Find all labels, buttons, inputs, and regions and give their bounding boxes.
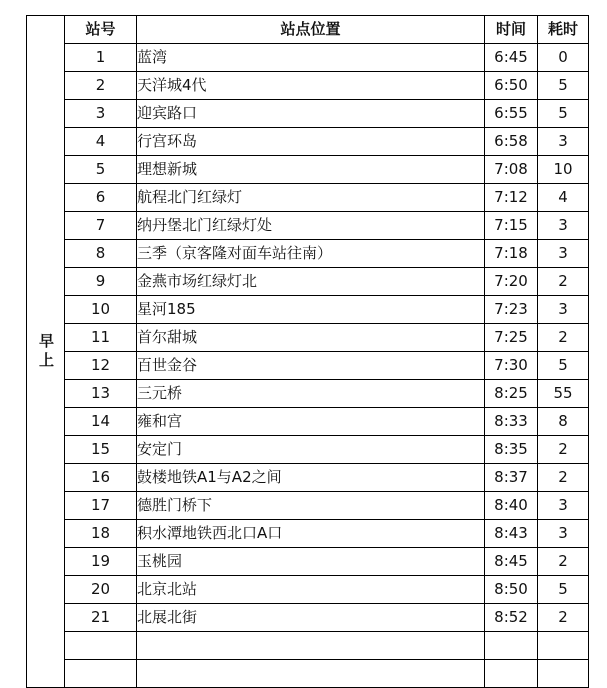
duration-cell: 3	[538, 492, 589, 520]
station-no-cell: 13	[65, 380, 137, 408]
time-cell: 8:35	[485, 436, 538, 464]
duration-cell: 5	[538, 72, 589, 100]
station-no-cell: 2	[65, 72, 137, 100]
duration-cell: 2	[538, 436, 589, 464]
duration-cell: 55	[538, 380, 589, 408]
station-no-cell: 20	[65, 576, 137, 604]
location-cell: 德胜门桥下	[137, 492, 485, 520]
location-cell: 玉桃园	[137, 548, 485, 576]
station-no-cell: 7	[65, 212, 137, 240]
station-no-cell: 12	[65, 352, 137, 380]
location-cell: 天洋城4代	[137, 72, 485, 100]
location-cell: 鼓楼地铁A1与A2之间	[137, 464, 485, 492]
duration-cell: 0	[538, 44, 589, 72]
location-cell: 纳丹堡北门红绿灯处	[137, 212, 485, 240]
table-row	[27, 352, 589, 380]
duration-cell: 3	[538, 128, 589, 156]
period-label: 早上	[27, 16, 65, 688]
duration-cell: 2	[538, 548, 589, 576]
time-cell: 7:08	[485, 156, 538, 184]
duration-cell: 3	[538, 296, 589, 324]
time-cell: 8:40	[485, 492, 538, 520]
table-row	[27, 380, 589, 408]
time-cell: 8:52	[485, 604, 538, 632]
time-cell: 7:30	[485, 352, 538, 380]
location-cell: 安定门	[137, 436, 485, 464]
duration-cell: 5	[538, 576, 589, 604]
duration-cell: 5	[538, 352, 589, 380]
table-row	[27, 604, 589, 632]
station-no-cell: 19	[65, 548, 137, 576]
empty-cell	[485, 660, 538, 688]
table-row	[27, 156, 589, 184]
table-row	[27, 44, 589, 72]
table-row	[27, 464, 589, 492]
empty-cell	[65, 632, 137, 660]
empty-cell	[137, 660, 485, 688]
station-no-cell: 5	[65, 156, 137, 184]
station-no-cell: 8	[65, 240, 137, 268]
location-cell: 迎宾路口	[137, 100, 485, 128]
table-row	[27, 408, 589, 436]
table-row	[27, 576, 589, 604]
table-row	[27, 184, 589, 212]
empty-cell	[137, 632, 485, 660]
location-cell: 三元桥	[137, 380, 485, 408]
location-cell: 北京北站	[137, 576, 485, 604]
location-cell: 雍和宫	[137, 408, 485, 436]
station-no-cell: 4	[65, 128, 137, 156]
station-no-cell: 6	[65, 184, 137, 212]
time-cell: 7:15	[485, 212, 538, 240]
table-row	[27, 296, 589, 324]
table-row	[27, 520, 589, 548]
empty-cell	[485, 632, 538, 660]
location-cell: 星河185	[137, 296, 485, 324]
location-cell: 三季（京客隆对面车站往南）	[137, 240, 485, 268]
empty-cell	[538, 660, 589, 688]
station-no-cell: 14	[65, 408, 137, 436]
duration-cell: 8	[538, 408, 589, 436]
station-no-cell: 10	[65, 296, 137, 324]
location-cell: 理想新城	[137, 156, 485, 184]
duration-cell: 10	[538, 156, 589, 184]
empty-row	[27, 632, 589, 660]
time-cell: 7:23	[485, 296, 538, 324]
duration-cell: 2	[538, 604, 589, 632]
table-row	[27, 492, 589, 520]
duration-cell: 2	[538, 268, 589, 296]
time-cell: 6:45	[485, 44, 538, 72]
duration-cell: 4	[538, 184, 589, 212]
table-row	[27, 324, 589, 352]
duration-cell: 3	[538, 212, 589, 240]
bus-schedule-table	[26, 15, 589, 688]
duration-cell: 2	[538, 464, 589, 492]
duration-cell: 3	[538, 520, 589, 548]
table-row	[27, 436, 589, 464]
station-no-cell: 16	[65, 464, 137, 492]
empty-cell	[538, 632, 589, 660]
table-row	[27, 268, 589, 296]
station-no-cell: 1	[65, 44, 137, 72]
table-row	[27, 240, 589, 268]
time-cell: 6:55	[485, 100, 538, 128]
location-cell: 航程北门红绿灯	[137, 184, 485, 212]
header-location: 站点位置	[137, 16, 485, 44]
time-cell: 8:33	[485, 408, 538, 436]
time-cell: 6:50	[485, 72, 538, 100]
location-cell: 积水潭地铁西北口A口	[137, 520, 485, 548]
station-no-cell: 3	[65, 100, 137, 128]
duration-cell: 3	[538, 240, 589, 268]
schedule-body	[27, 16, 589, 688]
location-cell: 首尔甜城	[137, 324, 485, 352]
time-cell: 7:12	[485, 184, 538, 212]
table-row	[27, 100, 589, 128]
duration-cell: 2	[538, 324, 589, 352]
station-no-cell: 21	[65, 604, 137, 632]
time-cell: 8:45	[485, 548, 538, 576]
station-no-cell: 11	[65, 324, 137, 352]
header-row	[27, 16, 589, 44]
empty-cell	[65, 660, 137, 688]
location-cell: 百世金谷	[137, 352, 485, 380]
header-duration: 耗时	[538, 16, 589, 44]
table-row	[27, 72, 589, 100]
table-row	[27, 212, 589, 240]
location-cell: 金燕市场红绿灯北	[137, 268, 485, 296]
location-cell: 北展北街	[137, 604, 485, 632]
time-cell: 7:25	[485, 324, 538, 352]
location-cell: 蓝湾	[137, 44, 485, 72]
time-cell: 8:25	[485, 380, 538, 408]
duration-cell: 5	[538, 100, 589, 128]
table-row	[27, 548, 589, 576]
empty-row	[27, 660, 589, 688]
time-cell: 6:58	[485, 128, 538, 156]
table-row	[27, 128, 589, 156]
time-cell: 7:18	[485, 240, 538, 268]
station-no-cell: 18	[65, 520, 137, 548]
station-no-cell: 17	[65, 492, 137, 520]
time-cell: 8:50	[485, 576, 538, 604]
station-no-cell: 15	[65, 436, 137, 464]
header-time: 时间	[485, 16, 538, 44]
header-station-no: 站号	[65, 16, 137, 44]
station-no-cell: 9	[65, 268, 137, 296]
time-cell: 8:43	[485, 520, 538, 548]
location-cell: 行宫环岛	[137, 128, 485, 156]
time-cell: 7:20	[485, 268, 538, 296]
time-cell: 8:37	[485, 464, 538, 492]
